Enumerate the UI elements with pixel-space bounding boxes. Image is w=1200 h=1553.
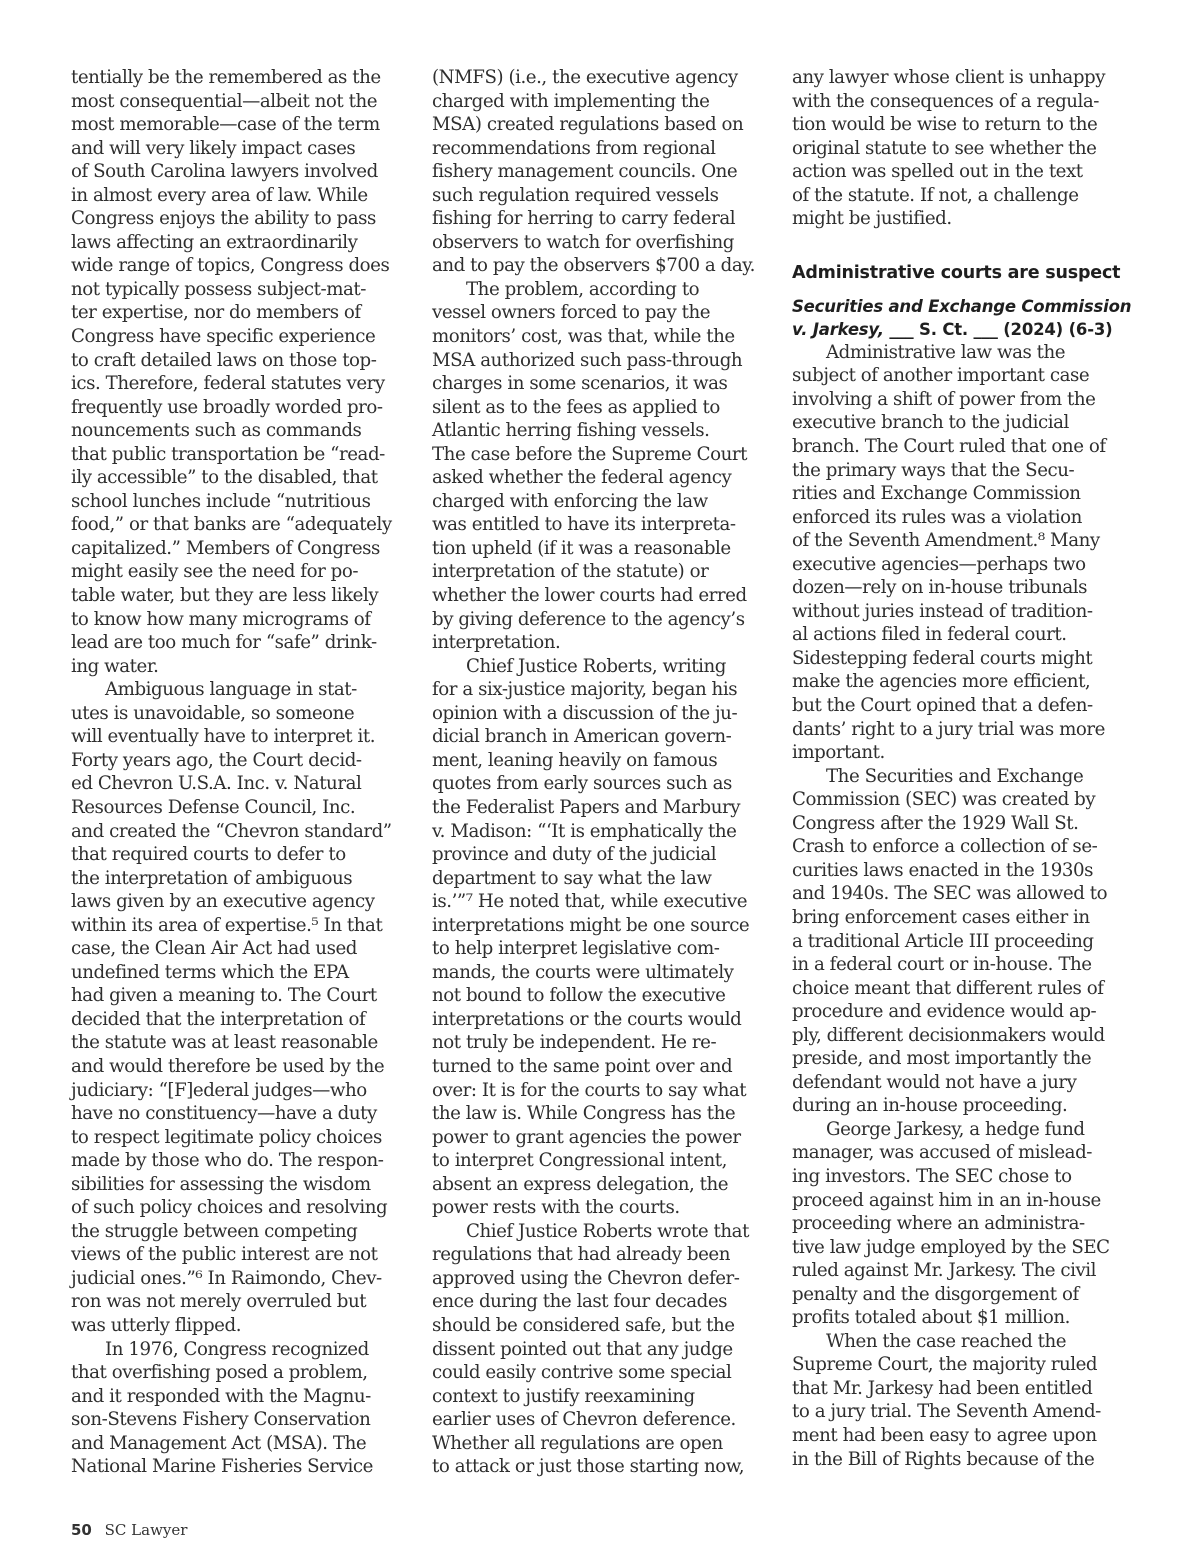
text-line: fishery management councils. One — [432, 161, 738, 183]
text-line: ing water. — [71, 655, 159, 677]
text-line: judiciary: “[F]ederal judges—who — [71, 1079, 367, 1101]
text-line: important. — [792, 742, 885, 764]
text-line: is.’”⁷ He noted that, while executive — [432, 891, 748, 913]
case-title-citation: ___ S. Ct. ___ (2024) (6-3) — [883, 319, 1113, 339]
text-line: dozen—rely on in-house tribunals — [792, 577, 1088, 599]
text-line: the Federalist Papers and Marbury — [432, 796, 741, 818]
text-line: was entitled to have its interpreta- — [432, 514, 736, 536]
text-line: in a federal court or in-house. The — [792, 954, 1092, 976]
text-line: lead are too much for “safe” drink- — [71, 632, 377, 654]
paragraph — [432, 66, 772, 278]
text-line: absent an express delegation, the — [432, 1173, 729, 1195]
text-line: approved using the Chevron defer- — [432, 1267, 740, 1289]
text-line: sibilities for assessing the wisdom — [71, 1173, 371, 1195]
text-line: power to grant agencies the power — [432, 1126, 741, 1148]
text-line: had given a meaning to. The Court — [71, 985, 377, 1007]
text-line: fishing for herring to carry federal — [432, 208, 736, 230]
text-line: Chief Justice Roberts, writing — [466, 655, 726, 677]
text-line: action was spelled out in the text — [792, 161, 1083, 183]
text-line: quotes from early sources such as — [432, 773, 732, 795]
text-line: was utterly flipped. — [71, 1314, 242, 1336]
text-line: (NMFS) (i.e., the executive agency — [432, 67, 738, 88]
text-line: silent as to the fees as applied to — [432, 396, 720, 418]
text-line: ics. Therefore, federal statutes very — [71, 373, 385, 395]
text-line: in the Bill of Rights because of the — [792, 1448, 1095, 1470]
text-line: make the agencies more efficient, — [792, 671, 1091, 693]
text-line: Sidestepping federal courts might — [792, 647, 1093, 669]
text-line: to a jury trial. The Seventh Amend- — [792, 1401, 1101, 1423]
text-line: procedure and evidence would ap- — [792, 1001, 1097, 1023]
text-line: might easily see the need for po- — [71, 561, 359, 583]
text-line: of South Carolina lawyers involved — [71, 161, 378, 183]
text-line: ron was not merely overruled but — [71, 1291, 367, 1313]
text-line: could easily contrive some special — [432, 1362, 732, 1384]
text-line: dicial branch in American govern- — [432, 726, 732, 748]
text-line: the statute was at least reasonable — [71, 1032, 378, 1054]
text-line: should be considered safe, but the — [432, 1314, 735, 1336]
text-line: MSA authorized such pass-through — [432, 349, 743, 371]
section-heading: Administrative courts are suspect — [792, 262, 1121, 283]
text-line: George Jarkesy, a hedge fund — [826, 1118, 1085, 1140]
text-line: opinion with a discussion of the ju- — [432, 702, 738, 724]
text-line: utes is unavoidable, so someone — [71, 702, 355, 724]
case-title — [792, 295, 1134, 341]
text-line: tentially be the remembered as the — [71, 67, 381, 88]
text-line: most consequential—albeit not the — [71, 90, 378, 112]
paragraph — [792, 66, 1134, 231]
text-line: during an in-house proceeding. — [792, 1095, 1068, 1117]
text-line: The problem, according to — [466, 278, 700, 300]
text-line: a traditional Article III proceeding — [792, 930, 1094, 952]
text-line: that public transportation be “read- — [71, 443, 385, 465]
text-line: province and duty of the judicial — [432, 844, 717, 866]
text-line: made by those who do. The respon- — [71, 1150, 384, 1172]
text-line: turned to the same point over and — [432, 1055, 733, 1077]
text-line: ence during the last four decades — [432, 1291, 728, 1313]
text-line: mands, the courts were ultimately — [432, 961, 734, 983]
text-line: vessel owners forced to pay the — [432, 302, 711, 324]
text-line: enforced its rules was a violation — [792, 506, 1082, 528]
text-line: and Management Act (MSA). The — [71, 1432, 367, 1454]
text-line: of the statute. If not, a challenge — [792, 184, 1079, 206]
text-line: Commission (SEC) was created by — [792, 789, 1096, 811]
paragraph — [432, 278, 772, 655]
text-line: Supreme Court, the majority ruled — [792, 1354, 1098, 1376]
text-line: power rests with the courts. — [432, 1197, 680, 1219]
text-line: branch. The Court ruled that one of — [792, 436, 1106, 458]
text-line: wide range of topics, Congress does — [71, 255, 390, 277]
text-line: frequently use broadly worded pro- — [71, 396, 383, 418]
text-line: case, the Clean Air Act had used — [71, 938, 357, 960]
text-line: ily accessible” to the disabled, that — [71, 467, 378, 489]
column-3 — [792, 66, 1134, 1471]
text-line: penalty and the disgorgement of — [792, 1283, 1079, 1305]
paragraph — [792, 765, 1134, 1118]
paragraph — [792, 1330, 1134, 1471]
text-line: laws affecting an extraordinarily — [71, 231, 358, 253]
text-line: without juries instead of tradition- — [792, 600, 1093, 622]
column-3-body — [792, 341, 1134, 1471]
text-line: have no constituency—have a duty — [71, 1103, 377, 1125]
text-line: and 1940s. The SEC was allowed to — [792, 883, 1108, 905]
text-line: interpretations might be one source — [432, 914, 750, 936]
paragraph — [792, 341, 1134, 765]
text-line: of the Seventh Amendment.⁸ Many — [792, 530, 1100, 552]
text-line: the interpretation of ambiguous — [71, 867, 353, 889]
text-line: capitalized.” Members of Congress — [71, 537, 380, 559]
text-line: judicial ones.”⁶ In Raimondo, Chev- — [71, 1267, 382, 1289]
text-line: might be justified. — [792, 208, 952, 230]
text-line: regulations that had already been — [432, 1244, 731, 1266]
text-line: Congress have specific experience — [71, 326, 376, 348]
text-line: Ambiguous language in stat- — [105, 679, 357, 701]
text-line: tion upheld (if it was a reasonable — [432, 537, 731, 559]
text-line: by giving deference to the agency’s — [432, 608, 745, 630]
text-line: National Marine Fisheries Service — [71, 1456, 373, 1478]
text-line: ply, different decisionmakers would — [792, 1024, 1105, 1046]
text-line: asked whether the federal agency — [432, 467, 732, 489]
case-title-line1: Securities and Exchange Commission — [792, 296, 1132, 316]
text-line: Forty years ago, the Court decid- — [71, 749, 362, 771]
text-line: most memorable—case of the term — [71, 114, 380, 136]
text-line: ment, leaning heavily on famous — [432, 749, 718, 771]
text-line: ing investors. The SEC chose to — [792, 1165, 1072, 1187]
text-line: Resources Defense Council, Inc. — [71, 796, 356, 818]
text-line: not typically possess subject-mat- — [71, 278, 366, 300]
text-line: and will very likely impact cases — [71, 137, 356, 159]
page-number: 50 — [71, 1521, 92, 1539]
text-line: ment had been easy to agree upon — [792, 1424, 1097, 1446]
column-2 — [432, 66, 772, 1479]
text-line: that overfishing posed a problem, — [71, 1362, 368, 1384]
paragraph — [432, 1220, 772, 1479]
text-line: that required courts to defer to — [71, 844, 346, 866]
text-line: proceed against him in an in-house — [792, 1189, 1101, 1211]
text-line: the primary ways that the Secu- — [792, 459, 1075, 481]
text-line: to help interpret legislative com- — [432, 938, 720, 960]
text-line: for a six-justice majority, began his — [432, 679, 738, 701]
text-line: in almost every area of law. While — [71, 184, 368, 206]
text-line: over: It is for the courts to say what — [432, 1079, 747, 1101]
text-line: context to justify reexamining — [432, 1385, 695, 1407]
text-line: In 1976, Congress recognized — [105, 1338, 369, 1360]
text-line: Administrative law was the — [826, 341, 1066, 363]
text-line: such regulation required vessels — [432, 184, 719, 206]
text-line: to interpret Congressional intent, — [432, 1150, 727, 1172]
text-line: recommendations from regional — [432, 137, 716, 159]
text-line: laws given by an executive agency — [71, 891, 375, 913]
text-line: dants’ right to a jury trial was more — [792, 718, 1105, 740]
paragraph — [71, 66, 411, 678]
text-line: decided that the interpretation of — [71, 1008, 366, 1030]
text-line: Whether all regulations are open — [432, 1432, 723, 1454]
text-line: with the consequences of a regula- — [792, 90, 1100, 112]
text-line: the law is. While Congress has the — [432, 1103, 736, 1125]
text-line: to craft detailed laws on those top- — [71, 349, 377, 371]
text-line: to respect legitimate policy choices — [71, 1126, 382, 1148]
text-line: views of the public interest are not — [71, 1244, 378, 1266]
paragraph — [71, 678, 411, 1337]
text-line: and it responded with the Magnu- — [71, 1385, 371, 1407]
text-line: choice meant that different rules of — [792, 977, 1104, 999]
text-line: bring enforcement cases either in — [792, 906, 1090, 928]
text-line: table water, but they are less likely — [71, 585, 379, 607]
text-line: charged with enforcing the law — [432, 490, 708, 512]
text-line: monitors’ cost, was that, while the — [432, 326, 735, 348]
text-line: The case before the Supreme Court — [432, 443, 747, 465]
text-line: to know how many micrograms of — [71, 608, 371, 630]
text-line: department to say what the law — [432, 867, 712, 889]
text-line: that Mr. Jarkesy had been entitled — [792, 1377, 1093, 1399]
text-line: of such policy choices and resolving — [71, 1197, 388, 1219]
text-line: within its area of expertise.⁵ In that — [71, 914, 383, 936]
text-line: dissent pointed out that any judge — [432, 1338, 733, 1360]
text-line: interpretation. — [432, 632, 561, 654]
text-line: to attack or just those starting now, — [432, 1456, 745, 1478]
text-line: subject of another important case — [792, 365, 1090, 387]
text-line: and would therefore be used by the — [71, 1055, 385, 1077]
text-line: curities laws enacted in the 1930s — [792, 859, 1093, 881]
text-line: ed Chevron U.S.A. Inc. v. Natural — [71, 773, 362, 795]
publication-name: SC Lawyer — [104, 1521, 188, 1539]
case-title-name: v. Jarkesy, — [792, 319, 884, 339]
column-1 — [71, 66, 411, 1479]
text-line: school lunches include “nutritious — [71, 490, 371, 512]
column-3-intro — [792, 66, 1134, 231]
text-line: whether the lower courts had erred — [432, 585, 747, 607]
paragraph — [792, 1118, 1134, 1330]
text-line: MSA) created regulations based on — [432, 114, 744, 136]
text-line: al actions filed in federal court. — [792, 624, 1067, 646]
text-line: undefined terms which the EPA — [71, 961, 349, 983]
text-line: Crash to enforce a collection of se- — [792, 836, 1098, 858]
text-line: Chief Justice Roberts wrote that — [466, 1220, 749, 1242]
text-line: earlier uses of Chevron deference. — [432, 1409, 736, 1431]
text-line: executive agencies—perhaps two — [792, 553, 1086, 575]
text-line: son-Stevens Fishery Conservation — [71, 1409, 371, 1431]
text-line: executive branch to the judicial — [792, 412, 1069, 434]
text-line: original statute to see whether the — [792, 137, 1097, 159]
text-line: Congress enjoys the ability to pass — [71, 208, 376, 230]
text-line: interpretations or the courts would — [432, 1008, 742, 1030]
text-line: any lawyer whose client is unhappy — [792, 67, 1106, 88]
text-line: ter expertise, nor do members of — [71, 302, 361, 324]
text-line: manager, was accused of mislead- — [792, 1142, 1092, 1164]
text-line: the struggle between competing — [71, 1220, 358, 1242]
text-line: When the case reached the — [826, 1330, 1067, 1352]
text-line: The Securities and Exchange — [826, 765, 1084, 787]
text-line: v. Madison: “‘It is emphatically the — [432, 820, 737, 842]
text-line: observers to watch for overfishing — [432, 231, 734, 253]
text-line: tion would be wise to return to the — [792, 114, 1098, 136]
text-line: not bound to follow the executive — [432, 985, 726, 1007]
paragraph — [432, 655, 772, 1220]
text-line: profits totaled about $1 million. — [792, 1307, 1070, 1329]
text-line: interpretation of the statute) or — [432, 561, 709, 583]
text-line: charged with implementing the — [432, 90, 710, 112]
page-footer — [71, 1521, 187, 1539]
text-line: proceeding where an administra- — [792, 1213, 1085, 1235]
paragraph — [71, 1338, 411, 1479]
text-line: will eventually have to interpret it. — [71, 726, 376, 748]
text-line: involving a shift of power from the — [792, 388, 1096, 410]
text-line: food,” or that banks are “adequately — [71, 514, 392, 536]
text-line: charges in some scenarios, it was — [432, 373, 728, 395]
text-line: Congress after the 1929 Wall St. — [792, 812, 1079, 834]
text-line: defendant would not have a jury — [792, 1071, 1077, 1093]
text-line: not truly be independent. He re- — [432, 1032, 717, 1054]
text-line: tive law judge employed by the SEC — [792, 1236, 1110, 1258]
text-line: and created the “Chevron standard” — [71, 820, 392, 842]
text-line: ruled against Mr. Jarkesy. The civil — [792, 1260, 1097, 1282]
text-line: nouncements such as commands — [71, 420, 362, 442]
text-line: rities and Exchange Commission — [792, 483, 1081, 505]
text-line: but the Court opined that a defen- — [792, 695, 1093, 717]
text-line: and to pay the observers $700 a day. — [432, 255, 755, 277]
text-line: Atlantic herring fishing vessels. — [432, 420, 710, 442]
text-line: preside, and most importantly the — [792, 1048, 1092, 1070]
